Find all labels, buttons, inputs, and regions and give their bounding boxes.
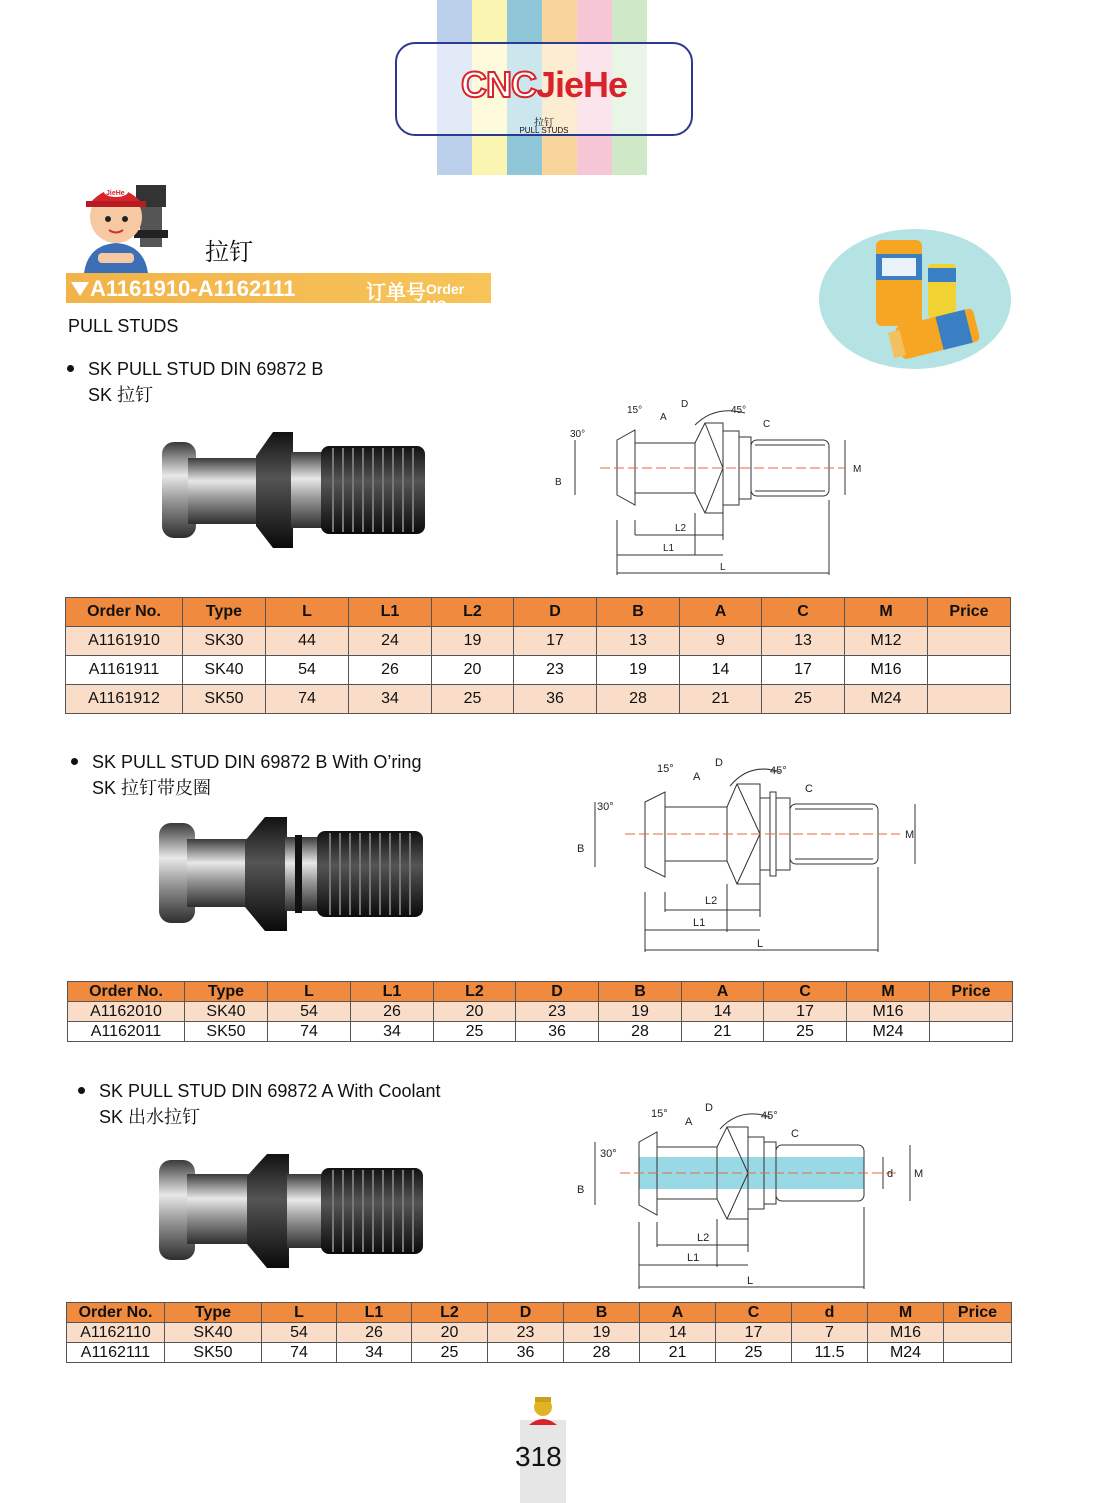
angle-30-label: 30° bbox=[597, 801, 614, 813]
brand-logo bbox=[395, 42, 693, 136]
col-a: A bbox=[682, 982, 764, 1002]
cell-a: 21 bbox=[640, 1343, 716, 1363]
cell-m: M16 bbox=[845, 656, 928, 685]
table-header-row bbox=[68, 982, 1013, 1002]
cell-c: 25 bbox=[762, 685, 845, 714]
technical-drawing-3 bbox=[565, 1097, 925, 1292]
col-type: Type bbox=[165, 1303, 262, 1323]
cell-order-no: A1162011 bbox=[68, 1022, 185, 1042]
cell-l2: 25 bbox=[432, 685, 514, 714]
section-2-title bbox=[71, 749, 421, 801]
col-l: L bbox=[268, 982, 351, 1002]
section-3-title-cn: SK 出水拉钉 bbox=[99, 1107, 201, 1127]
cell-c: 17 bbox=[764, 1002, 847, 1022]
cell-l: 74 bbox=[268, 1022, 351, 1042]
cell-price bbox=[930, 1002, 1013, 1022]
col-type: Type bbox=[185, 982, 268, 1002]
col-order-no: Order No. bbox=[68, 982, 185, 1002]
section-3-title bbox=[78, 1078, 441, 1130]
mascot-footer-icon bbox=[526, 1395, 560, 1427]
dim-d-label: D bbox=[715, 757, 723, 769]
dim-d-small-label: d bbox=[887, 1168, 894, 1180]
dim-b-label: B bbox=[555, 477, 562, 488]
cell-l1: 26 bbox=[337, 1323, 412, 1343]
col-l2: L2 bbox=[432, 598, 514, 627]
order-number-banner bbox=[66, 273, 491, 313]
cell-c: 17 bbox=[762, 656, 845, 685]
cell-l2: 20 bbox=[412, 1323, 488, 1343]
table-header-row bbox=[66, 598, 1011, 627]
cell-d: 36 bbox=[488, 1343, 564, 1363]
col-l1: L1 bbox=[351, 982, 434, 1002]
cell-d: 17 bbox=[514, 627, 597, 656]
mascot-illustration bbox=[78, 175, 183, 275]
cell-order-no: A1161911 bbox=[66, 656, 183, 685]
section-1-title bbox=[67, 356, 323, 408]
cell-l: 74 bbox=[262, 1343, 337, 1363]
spec-table-1 bbox=[65, 597, 1011, 714]
cell-price bbox=[944, 1323, 1012, 1343]
cell-m: M24 bbox=[847, 1022, 930, 1042]
col-m: M bbox=[847, 982, 930, 1002]
cell-order-no: A1162010 bbox=[68, 1002, 185, 1022]
cell-c: 25 bbox=[716, 1343, 792, 1363]
cell-d: 23 bbox=[488, 1323, 564, 1343]
col-c: C bbox=[762, 598, 845, 627]
dim-l-label: L bbox=[720, 562, 726, 573]
cell-b: 28 bbox=[597, 685, 680, 714]
pull-stud-photo-1 bbox=[158, 428, 433, 553]
table-row bbox=[68, 1002, 1013, 1022]
col-b: B bbox=[599, 982, 682, 1002]
col-d: D bbox=[516, 982, 599, 1002]
cell-l2: 20 bbox=[434, 1002, 516, 1022]
cell-m: M24 bbox=[868, 1343, 944, 1363]
cell-l2: 25 bbox=[412, 1343, 488, 1363]
col-l1: L1 bbox=[337, 1303, 412, 1323]
table-row bbox=[66, 656, 1011, 685]
dim-l-label: L bbox=[747, 1275, 754, 1287]
cell-price bbox=[928, 627, 1011, 656]
cell-type: SK40 bbox=[165, 1323, 262, 1343]
triangle-icon bbox=[71, 282, 89, 296]
cell-l1: 26 bbox=[351, 1002, 434, 1022]
cell-b: 19 bbox=[597, 656, 680, 685]
cell-order-no: A1161912 bbox=[66, 685, 183, 714]
logo-subtitle-en: PULL STUDS bbox=[519, 126, 569, 135]
col-price: Price bbox=[930, 982, 1013, 1002]
col-b: B bbox=[564, 1303, 640, 1323]
bullet-icon bbox=[78, 1087, 85, 1094]
technical-drawing-2 bbox=[565, 752, 925, 957]
cell-order-no: A1162110 bbox=[67, 1323, 165, 1343]
dim-l2-label: L2 bbox=[675, 523, 687, 534]
cell-b: 19 bbox=[599, 1002, 682, 1022]
order-range: A1161910-A1162111 bbox=[90, 276, 296, 301]
col-d: D bbox=[514, 598, 597, 627]
dim-c-label: C bbox=[791, 1128, 799, 1140]
angle-30-label: 30° bbox=[570, 429, 586, 440]
col-price: Price bbox=[928, 598, 1011, 627]
table-row bbox=[67, 1343, 1012, 1363]
dim-a-label: A bbox=[660, 412, 667, 423]
angle-15-label: 15° bbox=[651, 1108, 668, 1120]
cell-l1: 24 bbox=[349, 627, 432, 656]
dim-l-label: L bbox=[757, 938, 764, 950]
cell-a: 14 bbox=[680, 656, 762, 685]
cell-l: 44 bbox=[266, 627, 349, 656]
cell-m: M16 bbox=[847, 1002, 930, 1022]
dim-b-label: B bbox=[577, 1184, 585, 1196]
angle-15-label: 15° bbox=[657, 763, 674, 775]
page-number: 318 bbox=[515, 1441, 562, 1472]
section-heading: PULL STUDS bbox=[68, 316, 179, 336]
angle-30-label: 30° bbox=[600, 1148, 617, 1160]
cell-m: M12 bbox=[845, 627, 928, 656]
cell-b: 19 bbox=[564, 1323, 640, 1343]
cell-d-small: 7 bbox=[792, 1323, 868, 1343]
col-type: Type bbox=[183, 598, 266, 627]
cell-l: 54 bbox=[266, 656, 349, 685]
order-label-en: Order NO. bbox=[426, 281, 465, 313]
col-a: A bbox=[680, 598, 762, 627]
col-d: D bbox=[488, 1303, 564, 1323]
bullet-icon bbox=[71, 758, 78, 765]
cell-type: SK50 bbox=[165, 1343, 262, 1363]
cell-c: 13 bbox=[762, 627, 845, 656]
cell-order-no: A1162111 bbox=[67, 1343, 165, 1363]
table-row bbox=[66, 627, 1011, 656]
page-title-cn: 拉钉 bbox=[205, 238, 253, 266]
col-m: M bbox=[845, 598, 928, 627]
angle-45-label: 45° bbox=[731, 405, 747, 416]
cell-l2: 19 bbox=[432, 627, 514, 656]
cell-l1: 34 bbox=[349, 685, 432, 714]
dim-l1-label: L1 bbox=[687, 1252, 700, 1264]
dim-c-label: C bbox=[763, 419, 771, 430]
cell-price bbox=[944, 1343, 1012, 1363]
cell-d-small: 11.5 bbox=[792, 1343, 868, 1363]
dim-c-label: C bbox=[805, 783, 813, 795]
table-row bbox=[67, 1323, 1012, 1343]
col-l: L bbox=[266, 598, 349, 627]
cell-d: 36 bbox=[514, 685, 597, 714]
col-a: A bbox=[640, 1303, 716, 1323]
cell-l1: 26 bbox=[349, 656, 432, 685]
cell-type: SK50 bbox=[183, 685, 266, 714]
cell-type: SK30 bbox=[183, 627, 266, 656]
col-l: L bbox=[262, 1303, 337, 1323]
dim-m-label: M bbox=[853, 464, 862, 475]
logo-subtitle-cn: 拉钉 bbox=[534, 118, 554, 129]
dim-l1-label: L1 bbox=[693, 917, 706, 929]
cell-price bbox=[928, 656, 1011, 685]
cell-a: 14 bbox=[682, 1002, 764, 1022]
table-row bbox=[68, 1022, 1013, 1042]
angle-15-label: 15° bbox=[627, 405, 643, 416]
col-l1: L1 bbox=[349, 598, 432, 627]
cell-l: 54 bbox=[262, 1323, 337, 1343]
cell-m: M24 bbox=[845, 685, 928, 714]
cell-c: 25 bbox=[764, 1022, 847, 1042]
section-1-title-en: SK PULL STUD DIN 69872 B bbox=[88, 359, 324, 379]
cell-l: 74 bbox=[266, 685, 349, 714]
brand-cnc: CNC bbox=[460, 64, 536, 105]
col-order-no: Order No. bbox=[66, 598, 183, 627]
dim-m-label: M bbox=[914, 1168, 924, 1180]
cell-type: SK40 bbox=[183, 656, 266, 685]
table-row bbox=[66, 685, 1011, 714]
cell-type: SK40 bbox=[185, 1002, 268, 1022]
cell-a: 14 bbox=[640, 1323, 716, 1343]
order-label-cn: 订单号 bbox=[366, 282, 426, 304]
cell-l1: 34 bbox=[351, 1022, 434, 1042]
dim-d-label: D bbox=[681, 399, 689, 410]
dim-d-label: D bbox=[705, 1102, 713, 1114]
section-1-title-cn: SK 拉钉 bbox=[88, 385, 154, 405]
cell-a: 9 bbox=[680, 627, 762, 656]
mascot-badge: JieHe bbox=[106, 190, 125, 197]
cell-a: 21 bbox=[682, 1022, 764, 1042]
cell-b: 28 bbox=[564, 1343, 640, 1363]
brand-wordmark bbox=[397, 64, 691, 106]
dim-m-label: M bbox=[905, 829, 915, 841]
cell-l2: 20 bbox=[432, 656, 514, 685]
pull-stud-photo-3 bbox=[155, 1152, 430, 1272]
cell-b: 13 bbox=[597, 627, 680, 656]
cell-d: 23 bbox=[516, 1002, 599, 1022]
dim-l1-label: L1 bbox=[663, 543, 675, 554]
section-2-title-en: SK PULL STUD DIN 69872 B With O’ring bbox=[92, 752, 422, 772]
spec-table-3 bbox=[66, 1302, 1012, 1363]
section-3-title-en: SK PULL STUD DIN 69872 A With Coolant bbox=[99, 1081, 441, 1101]
col-price: Price bbox=[944, 1303, 1012, 1323]
cell-type: SK50 bbox=[185, 1022, 268, 1042]
cell-l1: 34 bbox=[337, 1343, 412, 1363]
dim-l2-label: L2 bbox=[705, 895, 718, 907]
packaging-photo bbox=[818, 228, 1013, 370]
dim-l2-label: L2 bbox=[697, 1232, 710, 1244]
col-b: B bbox=[597, 598, 680, 627]
technical-drawing-1 bbox=[545, 395, 885, 580]
cell-a: 21 bbox=[680, 685, 762, 714]
cell-order-no: A1161910 bbox=[66, 627, 183, 656]
spec-table-2 bbox=[67, 981, 1013, 1042]
angle-45-label: 45° bbox=[761, 1110, 778, 1122]
col-c: C bbox=[716, 1303, 792, 1323]
section-2-title-cn: SK 拉钉带皮圈 bbox=[92, 778, 212, 798]
col-l2: L2 bbox=[412, 1303, 488, 1323]
table-header-row bbox=[67, 1303, 1012, 1323]
col-c: C bbox=[764, 982, 847, 1002]
cell-b: 28 bbox=[599, 1022, 682, 1042]
cell-price bbox=[930, 1022, 1013, 1042]
col-order-no: Order No. bbox=[67, 1303, 165, 1323]
col-m: M bbox=[868, 1303, 944, 1323]
bullet-icon bbox=[67, 365, 74, 372]
cell-l: 54 bbox=[268, 1002, 351, 1022]
angle-45-label: 45° bbox=[770, 765, 787, 777]
dim-a-label: A bbox=[685, 1116, 693, 1128]
cell-d: 23 bbox=[514, 656, 597, 685]
col-l2: L2 bbox=[434, 982, 516, 1002]
cell-price bbox=[928, 685, 1011, 714]
cell-c: 17 bbox=[716, 1323, 792, 1343]
brand-jiehe: JieHe bbox=[535, 64, 628, 105]
col-d-small: d bbox=[792, 1303, 868, 1323]
cell-m: M16 bbox=[868, 1323, 944, 1343]
pull-stud-photo-2 bbox=[155, 815, 430, 935]
dim-b-label: B bbox=[577, 843, 585, 855]
cell-d: 36 bbox=[516, 1022, 599, 1042]
cell-l2: 25 bbox=[434, 1022, 516, 1042]
dim-a-label: A bbox=[693, 771, 701, 783]
